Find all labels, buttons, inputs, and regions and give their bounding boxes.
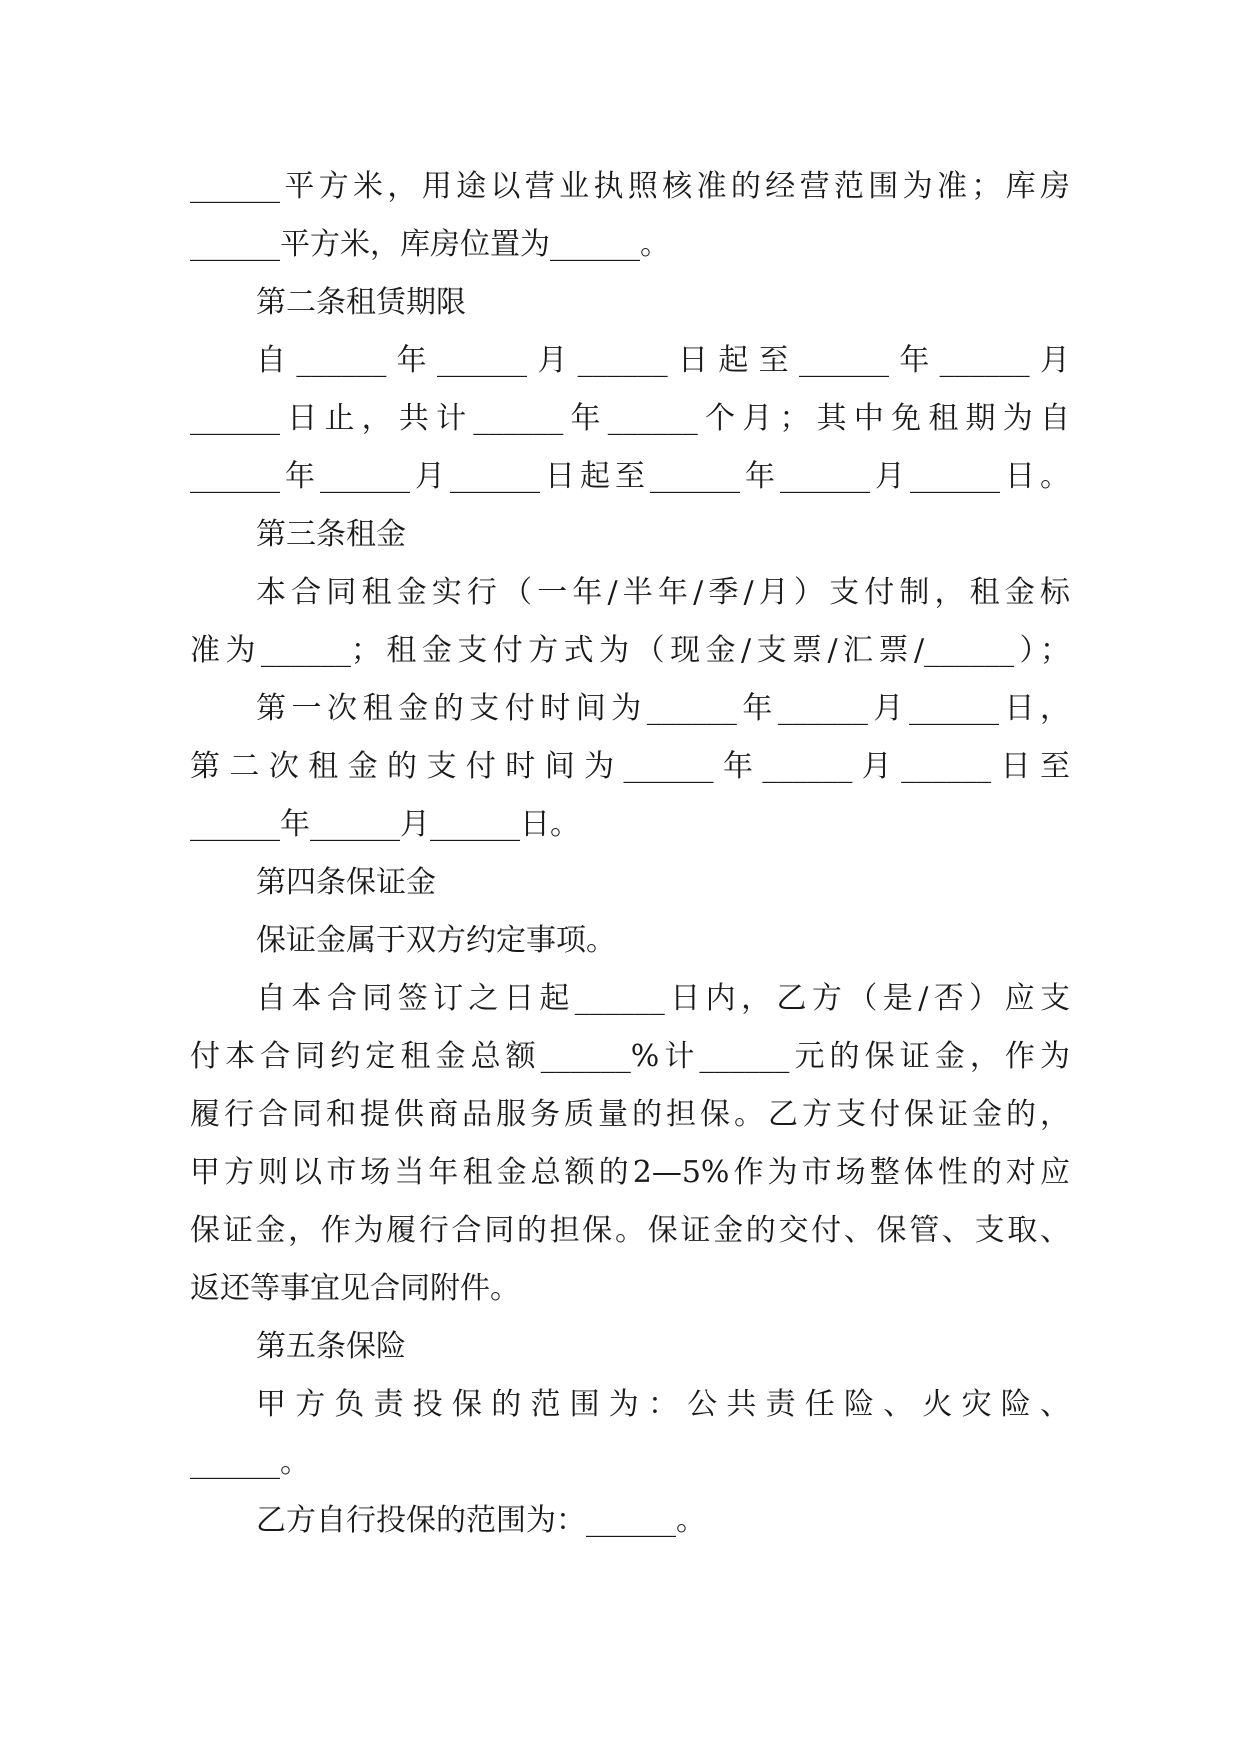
text-line: 本合同租金实行（一年/半年/季/月）支付制，租金标: [256, 575, 1070, 610]
text-line: 履行合同和提供商品服务质量的担保。乙方支付保证金的，: [190, 1097, 1070, 1132]
text-line: ______。: [190, 1445, 310, 1480]
text-line: 第一次租金的支付时间为______年______月______日，: [256, 691, 1070, 726]
text-line: 甲方负责投保的范围为：公共责任险、火灾险、: [256, 1387, 1070, 1422]
text-line: ______日止，共计______年______个月；其中免租期为自: [190, 401, 1070, 436]
text-line: 第五条保险: [256, 1329, 406, 1364]
text-line: ______平方米，库房位置为______。: [190, 227, 670, 262]
text-line: 第四条保证金: [256, 865, 436, 900]
text-line: 保证金属于双方约定事项。: [256, 923, 616, 958]
text-line: ______平方米，用途以营业执照核准的经营范围为准；库房: [190, 169, 1070, 204]
text-line: 乙方自行投保的范围为：______。: [256, 1503, 706, 1538]
text-line: 甲方则以市场当年租金总额的2—5%作为市场整体性的对应: [190, 1155, 1070, 1190]
text-line: ______年______月______日起至______年______月______日。: [190, 459, 1070, 494]
text-line: 第三条租金: [256, 517, 406, 552]
contract-body: [190, 158, 1070, 1550]
text-line: ______年______月______日。: [190, 807, 580, 842]
text-line: 付本合同约定租金总额______%计______元的保证金，作为: [190, 1039, 1070, 1074]
text-line: 自______年______月______日起至______年______月: [256, 343, 1070, 378]
text-line: 返还等事宜见合同附件。: [190, 1271, 520, 1306]
text-line: 第二条租赁期限: [256, 285, 466, 320]
text-line: 保证金，作为履行合同的担保。保证金的交付、保管、支取、: [190, 1213, 1070, 1248]
text-line: 自本合同签订之日起______日内，乙方（是/否）应支: [256, 981, 1070, 1016]
text-line: 第二次租金的支付时间为______年______月______日至: [190, 749, 1070, 784]
text-line: 准为______；租金支付方式为（现金/支票/汇票/______）；: [190, 633, 1070, 668]
